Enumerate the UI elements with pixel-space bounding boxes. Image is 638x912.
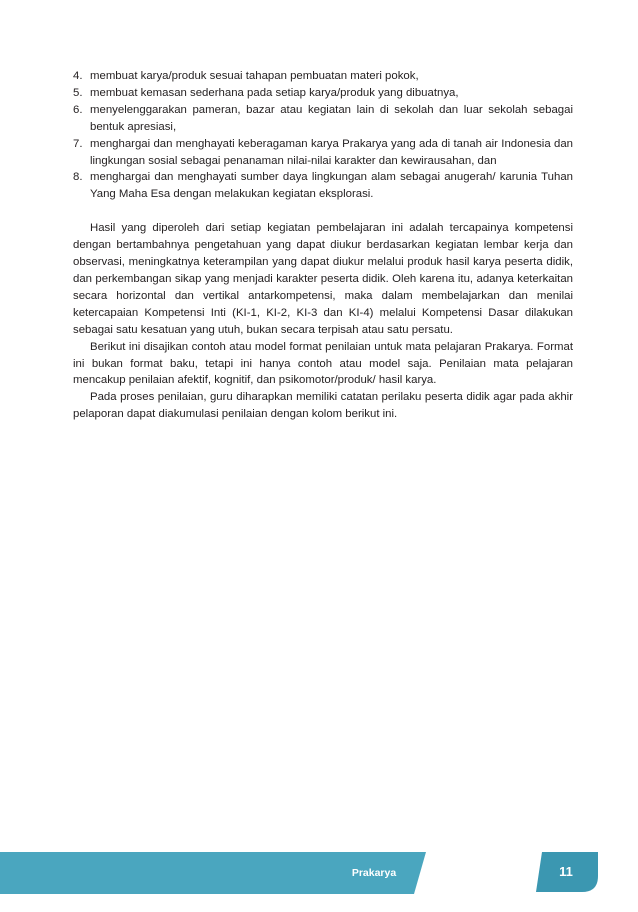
list-item-number: 5.: [73, 86, 83, 99]
list-item: [73, 136, 573, 170]
paragraph-assessment-results: Hasil yang diperoleh dari setiap kegiatan pembelajaran ini adalah tercapainya kompetensi dengan bertambahnya pengetahuan yang dapat diukur berdasarkan kegiatan lembar kerja dan observasi, meningkatnya keterampilan yang dapat diukur melalui produk hasil karya peserta didik, dan perkembangan sikap yang menjadi karakter peserta didik. Oleh karena itu, adanya keterkaitan secara horizontal dan vertikal antarkompetensi, maka dalam membelajarkan dan menilai ketercapaian Kompetensi Inti (KI-1, KI-2, KI-3 dan KI-4) melalui Kompetensi Dasar dilakukan sebagai satu kesatuan yang utuh, bukan secara terpisah atau satu persatu.: [73, 222, 573, 336]
list-item-number: 8.: [73, 171, 83, 184]
list-item: [73, 169, 573, 203]
list-item: [73, 68, 573, 85]
footer-book-title: Prakarya: [351, 867, 397, 879]
numbered-list: [73, 68, 573, 203]
list-item-text: membuat kemasan sederhana pada setiap karya/produk yang dibuatnya,: [90, 86, 459, 99]
list-item: [73, 85, 573, 102]
paragraph-assessment-process: Pada proses penilaian, guru diharapkan memiliki catatan perilaku peserta didik agar pada akhir pelaporan dapat diakumulasi penilaian dengan kolom berikut ini.: [73, 391, 573, 421]
page-number: 11: [559, 864, 573, 879]
list-item-text: membuat karya/produk sesuai tahapan pembuatan materi pokok,: [90, 70, 419, 82]
list-item-text: menghargai dan menghayati keberagaman karya Prakarya yang ada di tanah air Indonesia dan lingkungan sosial sebagai penanaman nilai-nilai karakter dan kewirausahan, dan: [90, 137, 573, 167]
page-content: [73, 68, 573, 423]
list-item-number: 6.: [73, 103, 83, 116]
page-footer: [0, 852, 638, 894]
list-item-number: 7.: [73, 137, 83, 150]
list-item: [73, 102, 573, 136]
paragraph-assessment-format: Berikut ini disajikan contoh atau model format penilaian untuk mata pelajaran Prakarya. Format ini bukan format baku, tetapi ini hanya contoh atau model saja. Penilaian mata pelajaran mencakup penilaian afektif, kognitif, dan psikomotor/produk/ hasil karya.: [73, 340, 573, 387]
list-item-number: 4.: [73, 70, 83, 82]
list-item-text: menyelenggarakan pameran, bazar atau kegiatan lain di sekolah dan luar sekolah sebagai bentuk apresiasi,: [90, 103, 573, 133]
list-item-text: menghargai dan menghayati sumber daya lingkungan alam sebagai anugerah/ karunia Tuhan Yang Maha Esa dengan melakukan kegiatan eksplorasi.: [90, 171, 573, 201]
